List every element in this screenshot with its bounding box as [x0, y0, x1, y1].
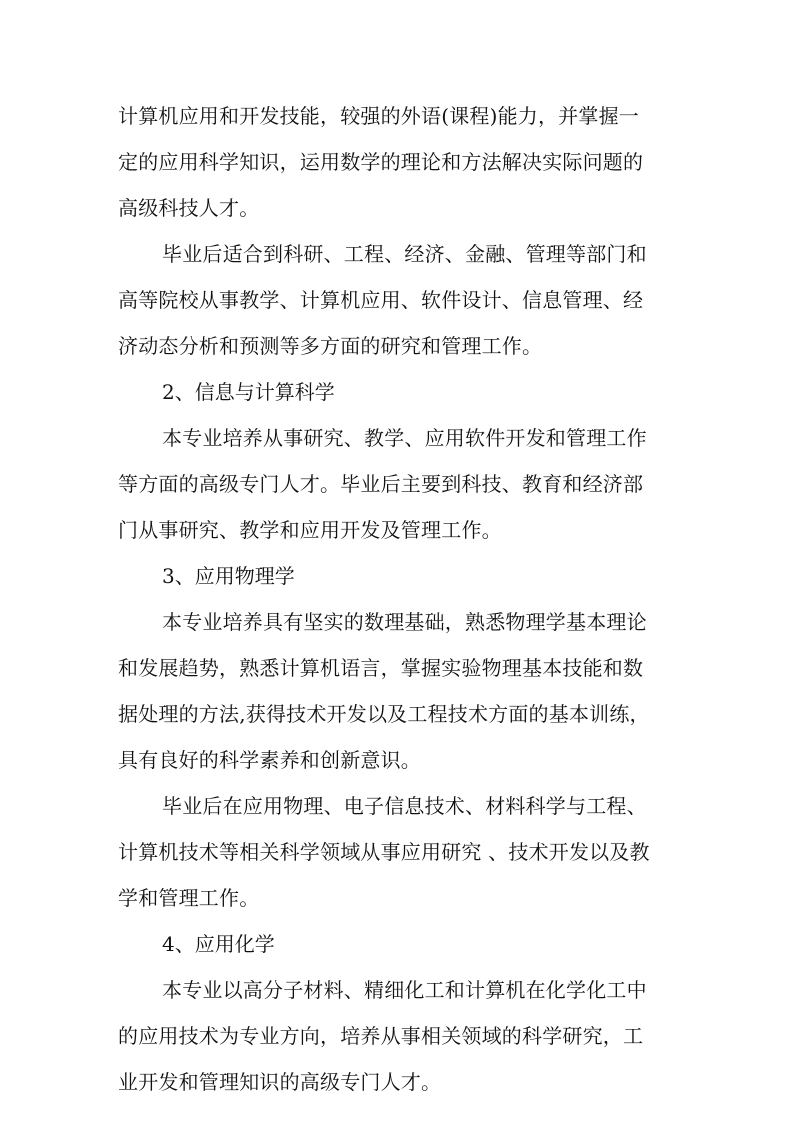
text-line: 业开发和管理知识的高级专门人才。	[118, 1070, 442, 1094]
paragraph-applied-physics	[118, 599, 684, 783]
section-heading-applied-chemistry: 4、应用化学	[162, 932, 275, 956]
text-line: 计算机应用和开发技能，较强的外语(课程)能力，并掌握一	[118, 104, 640, 128]
section-heading-info-computing: 2、信息与计算科学	[162, 380, 335, 404]
text-line: 高级科技人才。	[118, 196, 260, 220]
paragraph-info-computing	[118, 415, 684, 553]
section-heading-applied-physics: 3、应用物理学	[162, 564, 295, 588]
text-line: 的应用技术为专业方向，培养从事相关领域的科学研究，工	[118, 1024, 644, 1048]
document-body	[118, 93, 684, 1105]
text-line: 和发展趋势，熟悉计算机语言，掌握实验物理基本技能和数	[118, 656, 644, 680]
paragraph-career-math	[118, 231, 684, 369]
paragraph-career-physics	[118, 783, 684, 921]
paragraph-training-goal	[118, 93, 684, 231]
text-line: 门从事研究、教学和应用开发及管理工作。	[118, 518, 502, 542]
text-line: 毕业后适合到科研、工程、经济、金融、管理等部门和	[162, 242, 647, 266]
text-line: 具有良好的科学素养和创新意识。	[118, 748, 421, 772]
text-line: 本专业培养从事研究、教学、应用软件开发和管理工作	[162, 426, 647, 450]
text-line: 据处理的方法,获得技术开发以及工程技术方面的基本训练，	[118, 702, 650, 726]
text-line: 毕业后在应用物理、电子信息技术、材料科学与工程、	[162, 794, 647, 818]
text-line: 济动态分析和预测等多方面的研究和管理工作。	[118, 334, 543, 358]
text-line: 定的应用科学知识，运用数学的理论和方法解决实际问题的	[118, 150, 644, 174]
text-line: 学和管理工作。	[118, 886, 260, 910]
text-line: 计算机技术等相关科学领域从事应用研究 、技术开发以及教	[118, 840, 650, 864]
text-line: 本专业培养具有坚实的数理基础，熟悉物理学基本理论	[162, 610, 647, 634]
text-line: 高等院校从事教学、计算机应用、软件设计、信息管理、经	[118, 288, 644, 312]
paragraph-applied-chemistry	[118, 967, 684, 1105]
text-line: 等方面的高级专门人才。毕业后主要到科技、教育和经济部	[118, 472, 644, 496]
text-line: 本专业以高分子材料、精细化工和计算机在化学化工中	[162, 978, 647, 1002]
